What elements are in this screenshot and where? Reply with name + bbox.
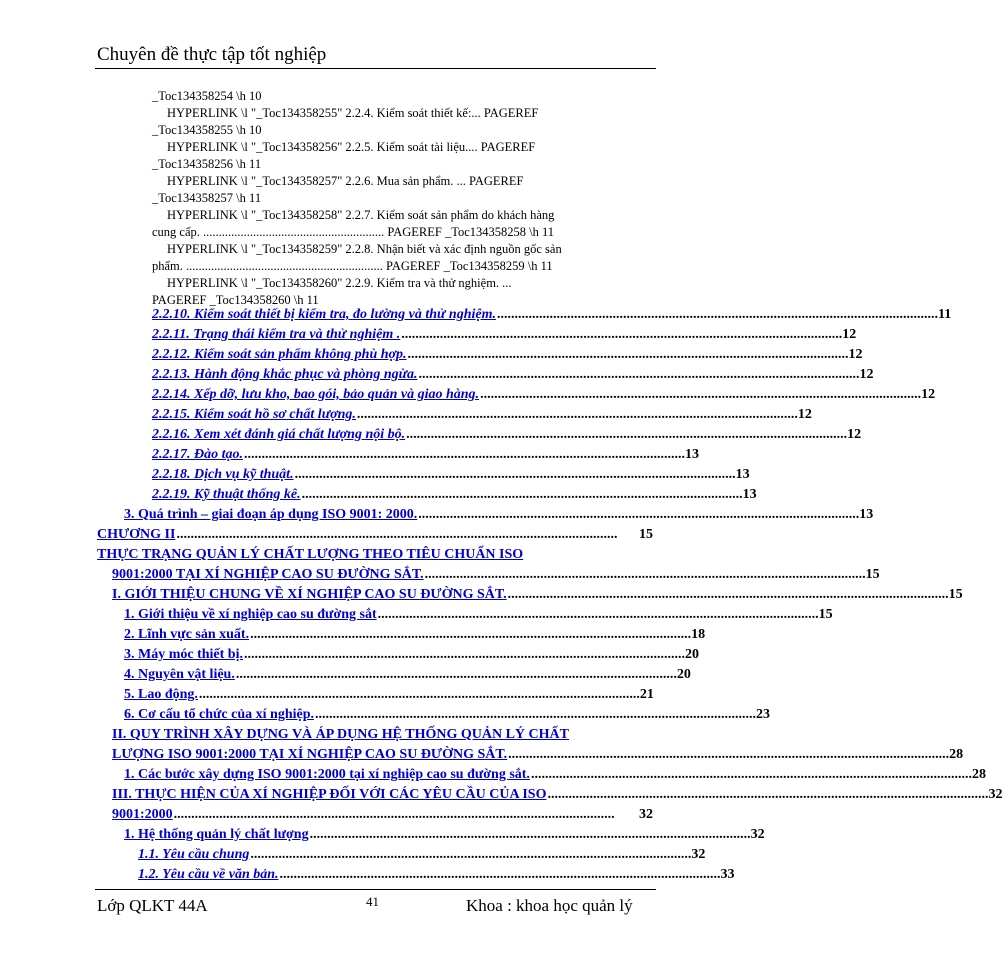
toc-page: 15: [948, 587, 963, 602]
toc-entry[interactable]: [97, 526, 653, 543]
toc-page: 28: [949, 747, 964, 762]
raw-line: _Toc134358257 \h 11: [152, 191, 262, 205]
toc-leader: ..............................................................................................................................: [496, 307, 938, 322]
toc-leader: ..............................................................................................................................: [250, 847, 692, 862]
toc-page: 32: [691, 847, 706, 862]
toc-page: 15: [818, 607, 833, 622]
toc-entry-text[interactable]: 2.2.15. Kiểm soát hồ sơ chất lượng.: [152, 407, 356, 422]
toc-page: 12: [848, 347, 863, 362]
toc-entry-text[interactable]: 2.2.18. Dịch vụ kỹ thuật.: [152, 467, 294, 482]
raw-line: _Toc134358255 \h 10: [152, 123, 262, 137]
toc-leader: ..............................................................................................................................: [309, 827, 751, 842]
toc-entry[interactable]: [152, 346, 863, 363]
toc-entry-text[interactable]: 3. Máy móc thiết bị.: [124, 647, 243, 662]
toc-entry-text[interactable]: 2.2.13. Hành động khắc phục và phòng ngừa.: [152, 367, 418, 382]
toc-entry[interactable]: [152, 326, 857, 343]
toc-page: 32: [750, 827, 765, 842]
toc-page: 13: [735, 467, 750, 482]
toc-entry[interactable]: [124, 626, 706, 643]
toc-entry[interactable]: [112, 746, 964, 763]
toc-page: 12: [797, 407, 812, 422]
raw-line: HYPERLINK \l "_Toc134358255" 2.2.4. Kiểm soát thiết kế:... PAGEREF: [167, 106, 539, 120]
toc-page: 13: [742, 487, 757, 502]
toc-leader: ..............................................................................................................................: [507, 587, 949, 602]
toc-page: 12: [847, 427, 862, 442]
toc-entry-text[interactable]: 2. Lĩnh vực sản xuất.: [124, 627, 250, 642]
toc-leader: ..............................................................................................................................: [418, 507, 860, 522]
toc-entry[interactable]: [152, 386, 936, 403]
raw-line: cung cấp. .......................................................... PAGEREF _Toc134358258 \h 11: [152, 225, 555, 239]
toc-entry[interactable]: [124, 706, 770, 723]
toc-entry[interactable]: [124, 826, 765, 843]
toc-entry-text[interactable]: 3. Quá trình – giai đoạn áp dụng ISO 9001: 2000.: [124, 507, 418, 522]
toc-entry[interactable]: [138, 866, 735, 883]
toc-entry-text[interactable]: 2.2.11. Trạng thái kiểm tra và thử nghiệm .: [152, 327, 401, 342]
toc-entry-text[interactable]: 1. Giới thiệu về xí nghiệp cao su đường sắt: [124, 607, 377, 622]
raw-line: phẩm. ............................................................... PAGEREF _Toc134358259 \h 11: [152, 259, 553, 273]
toc-leader: ..............................................................................................................................: [243, 647, 685, 662]
toc-entry-text[interactable]: 6. Cơ cấu tổ chức của xí nghiệp.: [124, 707, 314, 722]
toc-entry-text[interactable]: 2.2.17. Đào tạo.: [152, 447, 243, 462]
toc-entry-text[interactable]: 2.2.10. Kiểm soát thiết bị kiểm tra, đo lường và thử nghiệm.: [152, 307, 496, 322]
toc-entry[interactable]: [124, 766, 986, 783]
toc-page: 21: [639, 687, 654, 702]
toc-leader: ..............................................................................................................................: [198, 687, 640, 702]
toc-page: 32: [639, 807, 653, 822]
toc-entry[interactable]: [152, 426, 862, 443]
toc-entry[interactable]: [124, 606, 833, 623]
raw-line: HYPERLINK \l "_Toc134358256" 2.2.5. Kiểm soát tài liệu.... PAGEREF: [167, 140, 536, 154]
toc-entry-text[interactable]: 9001:2000 TẠI XÍ NGHIỆP CAO SU ĐƯỜNG SẮT.: [112, 567, 424, 582]
page-header-title: Chuyên đề thực tập tốt nghiệp: [97, 44, 327, 65]
toc-page: 18: [691, 627, 706, 642]
toc-entry-text[interactable]: 9001:2000: [112, 807, 173, 822]
toc-entry-text[interactable]: 5. Lao động.: [124, 687, 198, 702]
toc-page: 12: [921, 387, 936, 402]
toc-leader: ..............................................................................................................................: [407, 347, 849, 362]
toc-page: 33: [720, 867, 735, 882]
toc-page: 32: [988, 787, 1002, 802]
toc-leader: ..............................................................................................................................: [301, 487, 743, 502]
raw-line: HYPERLINK \l "_Toc134358257" 2.2.6. Mua sản phẩm. ... PAGEREF: [167, 174, 524, 188]
toc-page: 13: [859, 507, 874, 522]
toc-entry[interactable]: [112, 786, 1002, 803]
toc-entry-text[interactable]: CHƯƠNG II: [97, 527, 176, 542]
toc-entry-text[interactable]: I. GIỚI THIỆU CHUNG VỀ XÍ NGHIỆP CAO SU ĐƯỜNG SẮT.: [112, 587, 507, 602]
page-number: 41: [366, 894, 379, 909]
toc-leader: ..............................................................................................................................: [480, 387, 922, 402]
toc-leader: ..............................................................................................................................: [530, 767, 972, 782]
toc-leader: ..............................................................................................................................: [294, 467, 736, 482]
toc-page: 12: [859, 367, 874, 382]
raw-line: HYPERLINK \l "_Toc134358259" 2.2.8. Nhận biết và xác định nguồn gốc sản: [167, 242, 562, 256]
toc-leader: ..............................................................................................................................: [235, 667, 677, 682]
footer-rule: [95, 889, 656, 890]
toc-leader: ..............................................................................................................................: [377, 607, 819, 622]
toc-leader: ..............................................................................................................................: [424, 567, 866, 582]
toc-leader: ..............................................................................................................................: [244, 447, 685, 462]
toc-page: 11: [937, 307, 952, 322]
toc-entry[interactable]: [152, 306, 952, 323]
toc-page: 20: [684, 647, 699, 662]
toc-leader: ..............................................................................................................................: [418, 367, 860, 382]
raw-line: _Toc134358254 \h 10: [152, 89, 262, 103]
toc-page: 15: [639, 527, 653, 542]
toc-entry-text[interactable]: 4. Nguyên vật liệu.: [124, 667, 235, 682]
toc-entry-text[interactable]: III. THỰC HIỆN CỦA XÍ NGHIỆP ĐỐI VỚI CÁC YÊU CẦU CỦA ISO: [112, 787, 547, 802]
toc-page: 20: [676, 667, 691, 682]
toc-leader: ..............................................................................................................................: [315, 707, 756, 722]
toc-entry-text[interactable]: 1.2. Yêu cầu về văn bản.: [138, 867, 279, 882]
toc-page: 23: [756, 707, 770, 722]
toc-leader: ..............................................................................................................................: [547, 787, 989, 802]
toc-leader: ..............................................................................................................................: [406, 427, 848, 442]
toc-leader: ..............................................................................................................................: [250, 627, 692, 642]
toc-entry[interactable]: [152, 486, 757, 503]
toc-entry[interactable]: [152, 406, 812, 423]
footer-class: Lớp QLKT 44A: [97, 896, 208, 915]
toc-entry[interactable]: [124, 506, 874, 523]
toc-entry[interactable]: [124, 666, 691, 683]
toc-page: 12: [842, 327, 857, 342]
toc-page: 28: [971, 767, 986, 782]
toc-entry[interactable]: [124, 646, 699, 663]
toc-leader: ..............................................................................................................................: [401, 327, 843, 342]
toc-entry[interactable]: [112, 806, 653, 823]
toc-leader: ..............................................................................................................................: [508, 747, 950, 762]
toc-entry-text[interactable]: 1. Các bước xây dựng ISO 9001:2000 tại xí nghiệp cao su đường sắt.: [124, 767, 530, 782]
toc-entry[interactable]: [124, 686, 653, 703]
footer-faculty: Khoa : khoa học quản lý: [466, 896, 633, 915]
toc-entry[interactable]: [138, 846, 706, 863]
toc-entry[interactable]: [112, 586, 963, 603]
toc-entry-text[interactable]: THỰC TRẠNG QUẢN LÝ CHẤT LƯỢNG THEO TIÊU CHUẨN ISO: [97, 547, 524, 562]
toc-entry-text[interactable]: 2.2.19. Kỹ thuật thống kê.: [152, 487, 301, 502]
toc-entry-text[interactable]: 2.2.12. Kiểm soát sản phẩm không phù hợp.: [152, 347, 407, 362]
toc-entry-text[interactable]: 1. Hệ thống quản lý chất lượng: [124, 827, 309, 842]
toc-page: 13: [685, 447, 699, 462]
toc-entry-text[interactable]: LƯỢNG ISO 9001:2000 TẠI XÍ NGHIỆP CAO SU ĐƯỜNG SẮT.: [112, 747, 508, 762]
toc-leader: ..............................................................................................................................: [173, 807, 615, 822]
toc-page: 15: [865, 567, 880, 582]
raw-line: _Toc134358256 \h 11: [152, 157, 262, 171]
toc-entry[interactable]: [152, 466, 750, 483]
toc-entry[interactable]: [112, 566, 880, 583]
raw-line: HYPERLINK \l "_Toc134358260" 2.2.9. Kiểm tra và thử nghiệm. ...: [167, 276, 512, 290]
toc-entry-text[interactable]: 2.2.16. Xem xét đánh giá chất lượng nội bộ.: [152, 427, 406, 442]
toc-entry[interactable]: [152, 366, 874, 383]
toc-leader: ..............................................................................................................................: [279, 867, 721, 882]
toc-entry-text[interactable]: 1.1. Yêu cầu chung: [138, 847, 250, 862]
toc-entry-text[interactable]: II. QUY TRÌNH XÂY DỰNG VÀ ÁP DỤNG HỆ THỐNG QUẢN LÝ CHẤT: [112, 727, 569, 742]
raw-line: HYPERLINK \l "_Toc134358258" 2.2.7. Kiểm soát sản phẩm do khách hàng: [167, 208, 555, 222]
header-rule: [95, 68, 656, 69]
raw-line: PAGEREF _Toc134358260 \h 11: [152, 293, 319, 307]
toc-leader: ..............................................................................................................................: [176, 527, 618, 542]
toc-entry-text[interactable]: 2.2.14. Xếp dỡ, lưu kho, bao gói, bảo quản và giao hàng.: [152, 387, 480, 402]
toc-entry[interactable]: [152, 446, 699, 463]
toc-leader: ..............................................................................................................................: [356, 407, 798, 422]
